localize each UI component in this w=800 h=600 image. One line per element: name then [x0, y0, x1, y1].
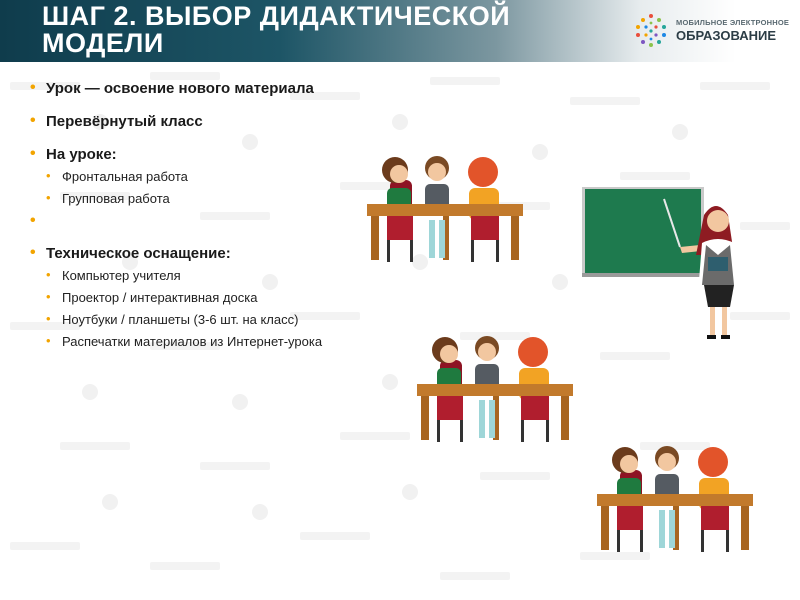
students-group-illustration: [365, 150, 525, 265]
teacher-board-illustration: [580, 185, 745, 345]
sub-list-item: • Фронтальная работа: [46, 169, 410, 184]
students-group-illustration: [595, 440, 755, 555]
list-item-text: Техническое оснащение:: [46, 245, 231, 262]
spacer: [30, 213, 410, 245]
sub-list-item: • Распечатки материалов из Интернет-урока: [46, 334, 410, 349]
sub-list-item: • Ноутбуки / планшеты (3-6 шт. на класс): [46, 312, 410, 327]
brand-logo: [632, 12, 792, 48]
list-item-text: Перевёрнутый класс: [46, 113, 203, 130]
title-line-1: ШАГ 2. ВЫБОР ДИДАКТИЧЕСКОЙ: [42, 1, 511, 31]
list-item-text: Урок — освоение нового материала: [46, 80, 314, 97]
chalkboard: [585, 189, 701, 273]
sub-list-item: • Групповая работа: [46, 191, 410, 206]
logo-text-bottom: ОБРАЗОВАНИЕ: [676, 28, 776, 43]
logo-text-top: МОБИЛЬНОЕ ЭЛЕКТРОННОЕ: [676, 18, 790, 27]
list-item: [30, 245, 410, 349]
list-item: [30, 146, 410, 206]
hexagon-dots-logo-icon: [632, 12, 670, 48]
tablet-icon: [708, 257, 728, 271]
title-line-2: МОДЕЛИ: [42, 28, 164, 58]
sub-list-item: • Компьютер учителя: [46, 268, 410, 283]
students-group-illustration: [415, 330, 575, 445]
list-item: [30, 113, 410, 130]
bullet-list: [30, 80, 410, 365]
list-item: [30, 80, 410, 97]
page-title: [42, 3, 510, 57]
sub-list-item: • Проектор / интерактивная доска: [46, 290, 410, 305]
list-item-text: На уроке:: [46, 146, 117, 163]
